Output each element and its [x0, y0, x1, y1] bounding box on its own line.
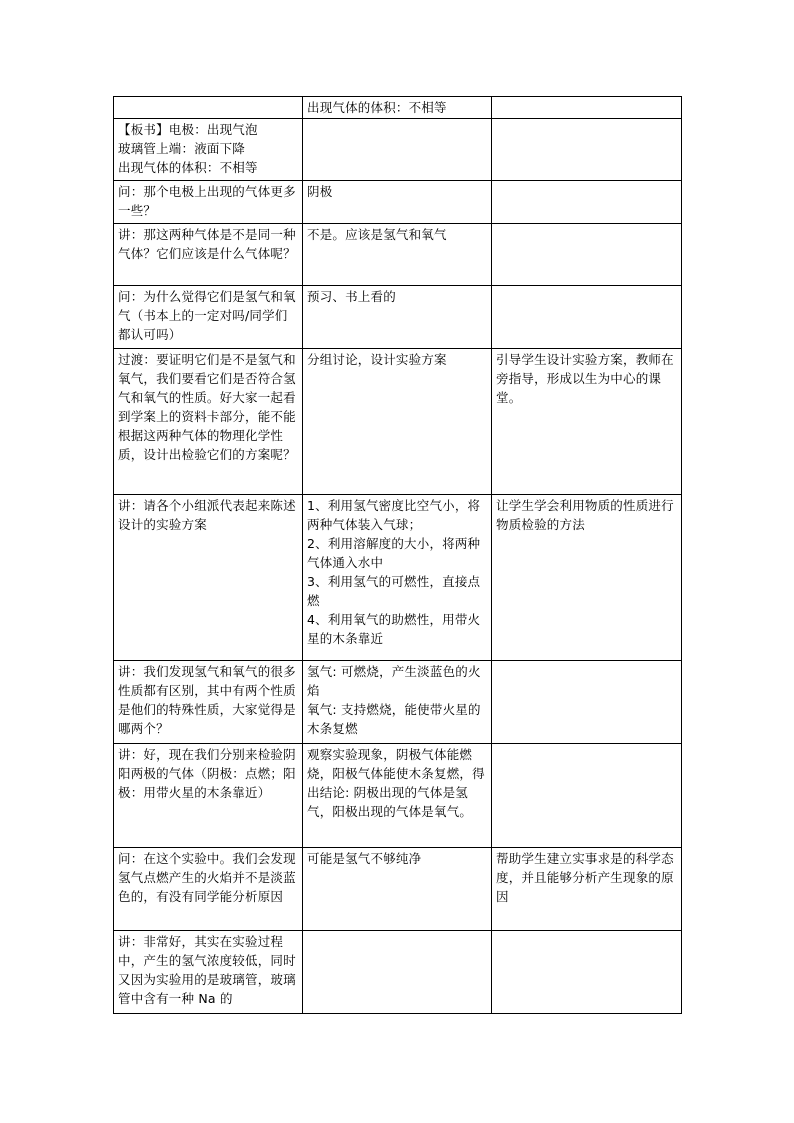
student-activity-cell: 观察实验现象，阴极气体能燃烧，阳极气体能使木条复燃，得出结论: 阴极出现的气体是氢气，阳极出现的气体是氧气。	[303, 744, 492, 848]
design-intent-cell	[492, 744, 682, 848]
student-activity-cell: 氢气: 可燃烧，产生淡蓝色的火焰 氧气: 支持燃烧，能使带火星的木条复燃	[303, 661, 492, 744]
student-activity-cell: 预习、书上看的	[303, 286, 492, 349]
design-intent-cell	[492, 224, 682, 286]
design-intent-cell	[492, 931, 682, 1014]
student-activity-cell	[303, 119, 492, 181]
teacher-activity-cell: 讲：我们发现氢气和氧气的很多性质都有区别，其中有两个性质是他们的特殊性质，大家觉得是哪两个？	[114, 661, 303, 744]
teacher-activity-cell: 讲：非常好，其实在实验过程中，产生的氢气浓度较低，同时又因为实验用的是玻璃管，玻璃管中含有一种 Na 的	[114, 931, 303, 1014]
design-intent-cell	[492, 119, 682, 181]
student-activity-cell	[303, 931, 492, 1014]
teacher-activity-cell: 过渡：要证明它们是不是氢气和氧气，我们要看它们是否符合氢气和氧气的性质。好大家一起看到学案上的资料卡部分，能不能根据这两种气体的物理化学性质，设计出检验它们的方案呢？	[114, 349, 303, 495]
table-row	[114, 97, 682, 119]
design-intent-cell: 让学生学会利用物质的性质进行物质检验的方法	[492, 495, 682, 661]
table-row	[114, 224, 682, 286]
student-activity-cell: 分组讨论，设计实验方案	[303, 349, 492, 495]
table-row	[114, 181, 682, 224]
teacher-activity-cell: 问：为什么觉得它们是氢气和氧气（书本上的一定对吗/同学们都认可吗）	[114, 286, 303, 349]
design-intent-cell	[492, 97, 682, 119]
student-activity-cell: 不是。应该是氢气和氧气	[303, 224, 492, 286]
design-intent-cell	[492, 181, 682, 224]
student-activity-cell: 阴极	[303, 181, 492, 224]
table-row	[114, 744, 682, 848]
teacher-activity-cell: 讲：那这两种气体是不是同一种气体？它们应该是什么气体呢？	[114, 224, 303, 286]
table-row	[114, 349, 682, 495]
table-row	[114, 848, 682, 931]
teacher-activity-cell	[114, 97, 303, 119]
student-activity-cell: 可能是氢气不够纯净	[303, 848, 492, 931]
teacher-activity-cell: 讲：好，现在我们分别来检验阴阳两极的气体（阴极：点燃；阳极：用带火星的木条靠近）	[114, 744, 303, 848]
teacher-activity-cell: 问：那个电极上出现的气体更多一些？	[114, 181, 303, 224]
teacher-activity-cell: 【板书】电极：出现气泡 玻璃管上端：液面下降 出现气体的体积：不相等	[114, 119, 303, 181]
table-row	[114, 495, 682, 661]
teacher-activity-cell: 讲：请各个小组派代表起来陈述设计的实验方案	[114, 495, 303, 661]
design-intent-cell	[492, 661, 682, 744]
design-intent-cell	[492, 286, 682, 349]
table-row	[114, 119, 682, 181]
student-activity-cell: 1、利用氢气密度比空气小，将两种气体装入气球； 2、利用溶解度的大小，将两种气体通入水中 3、利用氢气的可燃性，直接点燃 4、利用氧气的助燃性，用带火星的木条靠近	[303, 495, 492, 661]
design-intent-cell: 引导学生设计实验方案，教师在旁指导，形成以生为中心的课堂。	[492, 349, 682, 495]
teacher-activity-cell: 问：在这个实验中。我们会发现氢气点燃产生的火焰并不是淡蓝色的，有没有同学能分析原因	[114, 848, 303, 931]
student-activity-cell: 出现气体的体积：不相等	[303, 97, 492, 119]
lesson-plan-table	[113, 96, 682, 1014]
table-row	[114, 286, 682, 349]
design-intent-cell: 帮助学生建立实事求是的科学态度，并且能够分析产生现象的原因	[492, 848, 682, 931]
table-row	[114, 661, 682, 744]
table-row	[114, 931, 682, 1014]
